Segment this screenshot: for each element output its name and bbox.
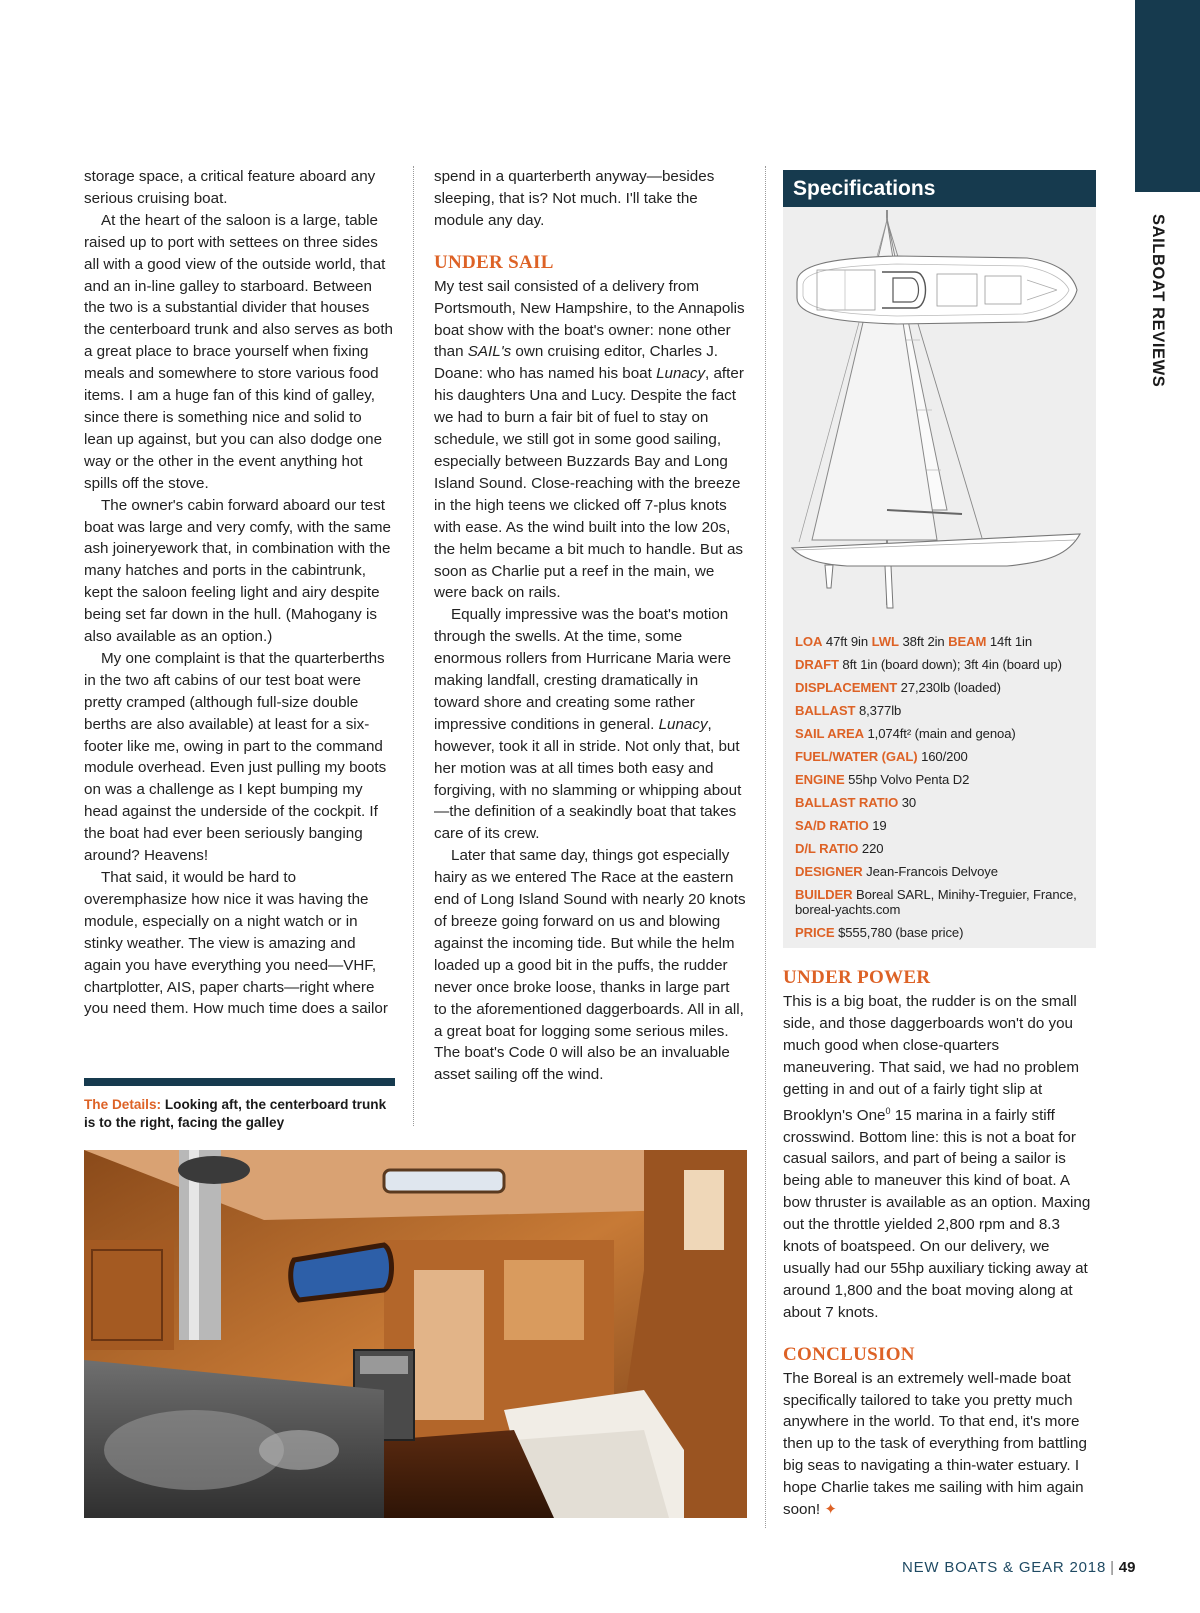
article-column-3 xyxy=(783,967,1095,1521)
article-column-1 xyxy=(84,166,394,1020)
paragraph: The Boreal is an extremely well-made boat specifically tailored to take you pretty much anywhere in the world. To that end, it's more then up to the task of everything from battling big seas to navigating a thin-water estuary. I hope Charlie takes me sailing with him again soon! ✦ xyxy=(783,1369,1087,1519)
spec-ballast-ratio: BALLAST RATIO 30 xyxy=(795,795,917,810)
section-heading-under-power: UNDER POWER xyxy=(783,967,931,988)
publication-name: NEW BOATS & GEAR 2018 xyxy=(902,1559,1107,1576)
paragraph: The owner's cabin forward aboard our test boat was large and very comfy, with the same ash joineryework that, in combination with the many hatches and ports in the cabintrunk, kept the saloon feeling light and airy despite being set far down in the hull. (Mahogany is also available as an option.) xyxy=(84,496,391,646)
section-heading-under-sail: UNDER SAIL xyxy=(434,251,554,273)
paragraph: Later that same day, things got especially hairy as we entered The Race at the eastern end of Long Island Sound with nearly 20 knots of breeze going forward on us and blowing against the incoming tide. But while the helm loaded up a good bit in the puffs, the rudder never once broke loose, thanks in large part to the aforementioned daggerboards. All in all, a great boat for logging some serious miles. The boat's Code 0 will also be an invaluable asset sailing off the wind. xyxy=(434,847,746,1084)
paragraph: This is a big boat, the rudder is on the small side, and those daggerboards won't do you much good when close-quarters maneuvering. That said, we had no problem getting in and out of a fairly tight slip at Brooklyn's One$^0$ 15 marina in a fairly stiff crosswind. Bottom line: this is not a boat for casual sailors, and part of being a sailor is being able to maneuver this kind of boat. A bow thruster is available as an option. Maxing out the throttle yielded 2,800 rpm and 8.3 knots of boatspeed. On our delivery, we usually had our 55hp auxiliary ticking away at around 1,800 and the boat moving along at about 7 knots. xyxy=(783,993,1091,1321)
column-divider xyxy=(413,166,414,1126)
spec-d-l-ratio: D/L RATIO 220 xyxy=(795,841,884,856)
paragraph: Equally impressive was the boat's motion through the swells. At the time, some enormous rollers from Hurricane Maria were making landfall, cresting dramatically in toward shore and creating some rather impressive conditions in general. Lunacy, however, took it all in stride. Not only that, but her motion was at all times both easy and forgiving, with no slamming or whipping about—the definition of a seakindly boat that takes care of its crew. xyxy=(434,606,742,843)
spec-builder: BUILDER Boreal SARL, Minihy-Treguier, France, boreal-yachts.com xyxy=(795,887,1077,917)
paragraph: My test sail consisted of a delivery from Portsmouth, New Hampshire, to the Annapolis boat show with the boat's owner: none other than SAIL's own cruising editor, Charles J. Doane: who has named his boat Lunacy, after his daughters Una and Lucy. Despite the fact we had to burn a fair bit of fuel to stay on schedule, we still got in some good sailing, especially between Buzzards Bay and Long Island Sound. Close-reaching with the breeze in the high teens we clicked off 7-plus knots with ease. As the wind built into the low 20s, the helm became a bit much to handle. But as soon as Charlie put a reef in the main, we were back on rails. xyxy=(434,277,745,602)
spec-draft: DRAFT 8ft 1in (board down); 3ft 4in (board up) xyxy=(795,657,1062,672)
paragraph: spend in a quarterberth anyway—besides sleeping, that is? Not much. I'll take the module any day. xyxy=(434,168,715,229)
specifications-list xyxy=(795,630,1090,944)
paragraph: That said, it would be hard to overemphasize how nice it was having the module, especially on a night watch or in stinky weather. The view is amazing and again you have everything you need—VHF, chartplotter, AIS, paper charts—right where you need them. How much time does a sailor xyxy=(84,869,388,1018)
spec-designer: DESIGNER Jean-Francois Delvoye xyxy=(795,864,998,879)
specifications-box xyxy=(783,170,1096,948)
section-tab xyxy=(1135,0,1200,192)
column-divider xyxy=(765,166,766,1528)
caption-bar xyxy=(84,1078,395,1086)
section-heading-conclusion: CONCLUSION xyxy=(783,1343,915,1365)
paragraph: At the heart of the saloon is a large, table raised up to port with settees on three sides all with a good view of the outside world, that and an in-line galley to starboard. Between the two is a substantial divider that houses the centerboard trunk and also serves as both a great place to brace yourself when fixing meals and somewhere to store various food items. I am a huge fan of this kind of galley, since there is something nice and solid to lean up against, but you can also dodge one way or the other in the event anything hot spills off the stove. xyxy=(84,211,394,492)
section-tab-label: SAILBOAT REVIEWS xyxy=(1149,214,1167,388)
spec-ballast: BALLAST 8,377lb xyxy=(795,703,902,718)
spec-sa-d-ratio: SA/D RATIO 19 xyxy=(795,818,887,833)
page-number: 49 xyxy=(1118,1559,1136,1576)
spec-loa-lwl-beam: LOA 47ft 9in LWL 38ft 2in BEAM 14ft 1in xyxy=(795,634,1033,649)
paragraph: My one complaint is that the quarterberths in the two aft cabins of our test boat were pretty cramped (although full-size double berths are also available) at least for a six-footer like me, owing in part to the command module overhead. Even just pulling my boots on was a challenge as I kept bumping my head against the underside of the cockpit. If the boat had ever been seriously banging around? Heavens! xyxy=(84,649,387,865)
spec-price: PRICE $555,780 (base price) xyxy=(795,925,964,940)
end-mark-icon: ✦ xyxy=(824,1501,838,1519)
sailplan-drawing xyxy=(787,210,1093,612)
article-column-2 xyxy=(434,166,746,1086)
photo-caption: The Details: Looking aft, the centerboard trunk is to the right, facing the galley xyxy=(84,1097,387,1130)
interior-photo xyxy=(84,1150,747,1518)
spec-displacement: DISPLACEMENT 27,230lb (loaded) xyxy=(795,680,1001,695)
spec-fuel-water: FUEL/WATER (GAL) 160/200 xyxy=(795,749,968,764)
spec-engine: ENGINE 55hp Volvo Penta D2 xyxy=(795,772,970,787)
spec-sail-area: SAIL AREA 1,074ft² (main and genoa) xyxy=(795,726,1016,741)
specifications-title: Specifications xyxy=(783,170,1096,207)
paragraph: storage space, a critical feature aboard any serious cruising boat. xyxy=(84,168,376,207)
page-footer: NEW BOATS & GEAR 2018 | 49 xyxy=(902,1559,1136,1576)
